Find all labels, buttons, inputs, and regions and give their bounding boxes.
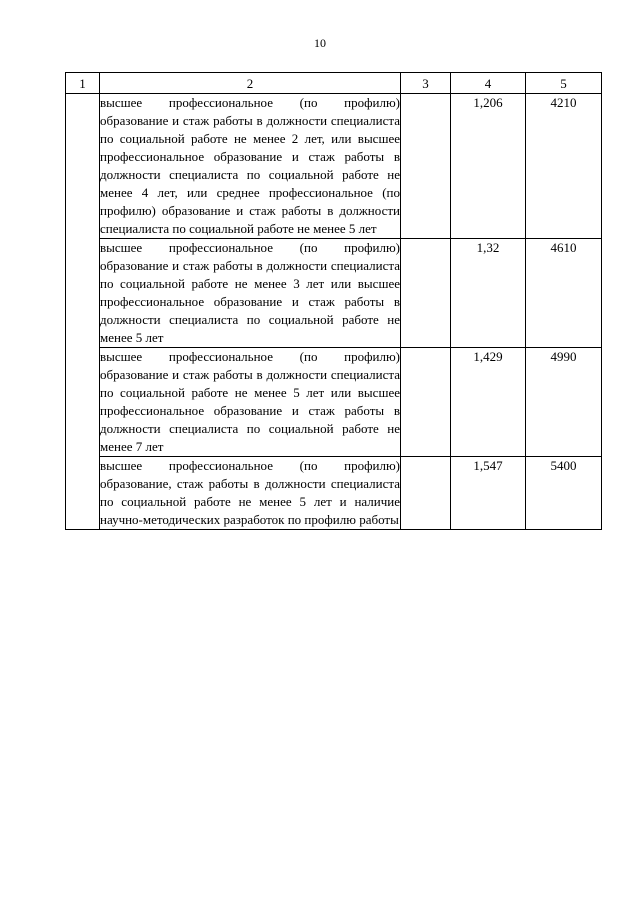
header-col-2: 2 [100, 73, 401, 94]
salary-cell: 4990 [526, 348, 602, 457]
qualification-description: высшее профессиональное (по профилю) образование, стаж работы в должности специалиста по социальной работе не менее 5 лет и наличие научно-методических разработок по профилю работы [100, 457, 401, 530]
salary-cell: 4210 [526, 94, 602, 239]
col3-cell [401, 94, 451, 239]
coefficient-cell: 1,206 [451, 94, 526, 239]
table-header-row [66, 73, 602, 94]
header-col-3: 3 [401, 73, 451, 94]
salary-cell: 5400 [526, 457, 602, 530]
qualification-description: высшее профессиональное (по профилю) образование и стаж работы в должности специалиста по социальной работе не менее 3 лет или высшее профессиональное образование и стаж работы в должности специалиста по социальной работе не менее 5 лет [100, 239, 401, 348]
header-col-1: 1 [66, 73, 100, 94]
header-col-4: 4 [451, 73, 526, 94]
table-row [66, 457, 602, 530]
col3-cell [401, 348, 451, 457]
salary-cell: 4610 [526, 239, 602, 348]
coefficient-cell: 1,429 [451, 348, 526, 457]
col3-cell [401, 239, 451, 348]
table-row [66, 239, 602, 348]
qualification-description: высшее профессиональное (по профилю) образование и стаж работы в должности специалиста по социальной работе не менее 5 лет или высшее профессиональное образование и стаж работы в должности специалиста по социальной работе не менее 7 лет [100, 348, 401, 457]
col1-merged-cell [66, 94, 100, 530]
table-row [66, 94, 602, 239]
coefficient-cell: 1,547 [451, 457, 526, 530]
qualification-description: высшее профессиональное (по профилю) образование и стаж работы в должности специалиста по социальной работе не менее 2 лет, или высшее профессиональное образование и стаж работы в должности специалиста по социальной работе не менее 4 лет, или среднее профессиональное (по профилю) образование и стаж работы в должности специалиста по социальной работе не менее 5 лет [100, 94, 401, 239]
header-col-5: 5 [526, 73, 602, 94]
col3-cell [401, 457, 451, 530]
table-row [66, 348, 602, 457]
qualification-table [65, 72, 602, 530]
page-number: 10 [314, 36, 326, 50]
coefficient-cell: 1,32 [451, 239, 526, 348]
